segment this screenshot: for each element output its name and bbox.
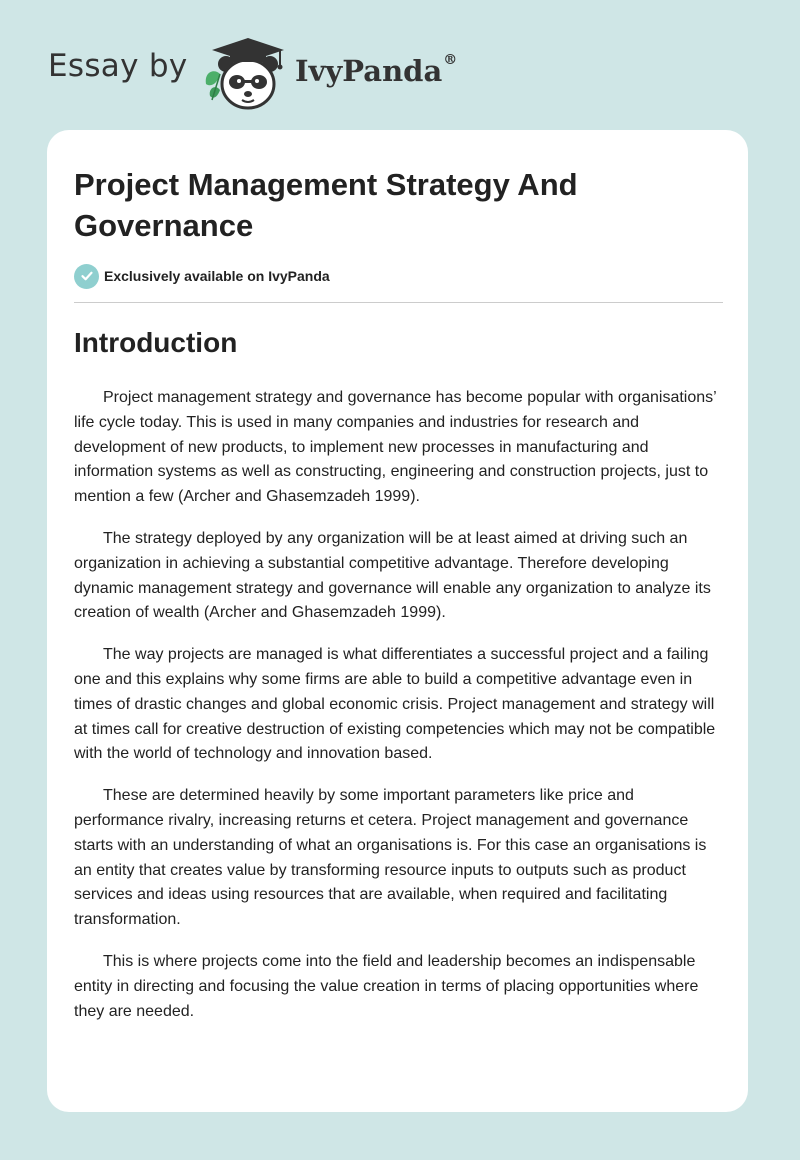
registered-mark: ®: [443, 52, 458, 68]
site-header: [48, 30, 508, 120]
brand-name[interactable]: [295, 54, 457, 88]
badge-label: Exclusively available on IvyPanda: [104, 268, 330, 284]
exclusive-badge: [74, 263, 330, 289]
paragraph-2: The strategy deployed by any organization will be at least aimed at driving such an organization in achieving a substantial competitive advantage. Therefore developing dynamic management strategy and governance will enable any organization to analyze its creation of wealth (Archer and Ghasemzadeh 1999).: [74, 529, 711, 622]
paragraph-4: These are determined heavily by some important parameters like price and performance rivalry, increasing returns et cetera. Project management and governance starts with an understanding of what an organisations is. For this case an organisations is an entity that creates value by transforming resource inputs to outputs such as product services and ideas using resources that are available, when required and facilitating transformation.: [74, 787, 707, 929]
page-title: Project Management Strategy And Governance: [74, 167, 578, 243]
essay-body: [74, 386, 724, 1041]
section-heading: Introduction: [74, 327, 238, 358]
essay-card: [47, 130, 748, 1112]
brand-name-text: IvyPanda: [295, 54, 443, 88]
checkmark-icon: [74, 264, 99, 289]
divider: [74, 302, 723, 303]
paragraph-5: This is where projects come into the field and leadership becomes an indispensable entity in directing and focusing the value creation in terms of placing opportunities where they are needed.: [74, 952, 699, 1020]
paragraph-3: The way projects are managed is what differentiates a successful project and a failing one and this explains why some firms are able to build a competitive advantage even in times of drastic changes and global economic crisis. Project management and strategy will at times call for creative destruction of existing competencies which may not be compatible with the world of technology and innovation based.: [74, 646, 716, 763]
panda-logo-icon[interactable]: [200, 34, 292, 114]
paragraph-1: Project management strategy and governance has become popular with organisations’ life cycle today. This is used in many companies and industries for research and development of new products, to implement new processes in manufacturing and information systems as well as constructing, engineering and construction projects, just to mention a few (Archer and Ghasemzadeh 1999).: [74, 389, 717, 506]
brand-prefix: Essay by: [48, 48, 188, 84]
